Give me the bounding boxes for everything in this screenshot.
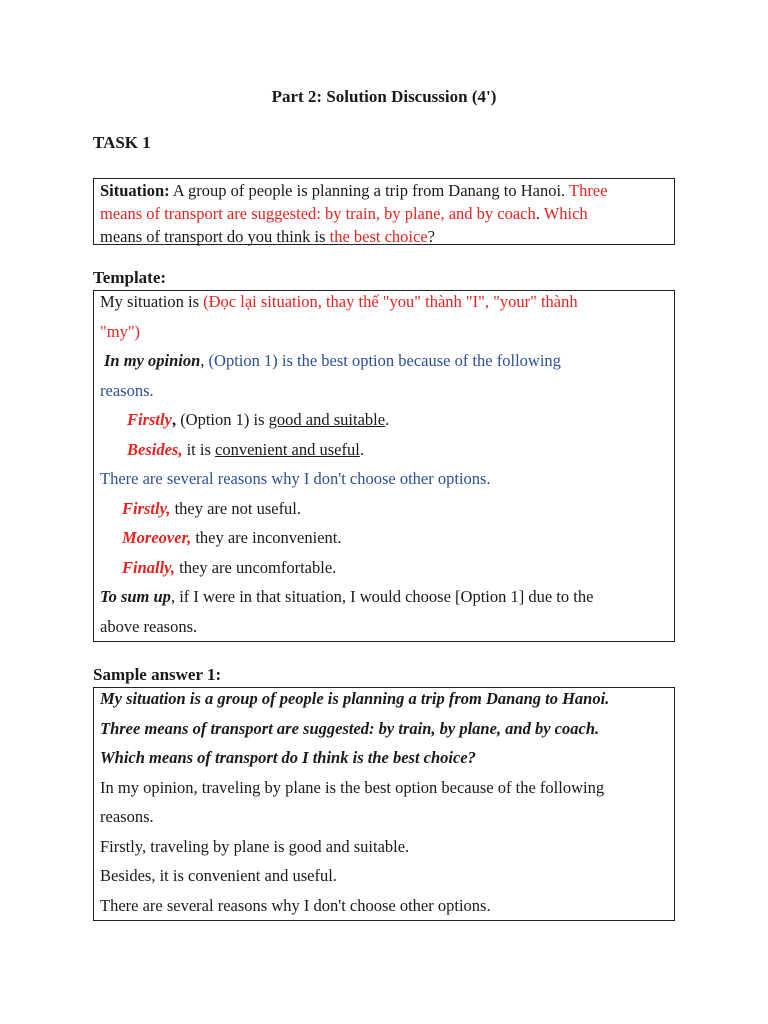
sample-line-7: Besides, it is convenient and useful.: [100, 866, 337, 885]
sample-line-4: In my opinion, traveling by plane is the best option because of the following: [100, 777, 605, 797]
template-text: .: [359, 439, 364, 459]
template-line-9: [100, 527, 668, 557]
template-line-10: [100, 557, 668, 587]
template-phrase: Firstly,: [122, 498, 171, 518]
template-phrase: Finally,: [122, 557, 176, 577]
template-underlined: convenient and useful: [215, 439, 360, 459]
template-text: they are uncomfortable.: [175, 557, 337, 577]
template-line-2: "my"): [100, 321, 141, 341]
situation-text-2: .: [535, 204, 544, 223]
task-heading: TASK 1: [93, 133, 151, 152]
template-line-7: There are several reasons why I don't choose other options.: [100, 469, 491, 488]
template-line-8: [100, 498, 668, 528]
template-phrase: Besides,: [127, 439, 183, 459]
template-text: ,: [200, 351, 209, 370]
template-box: [93, 290, 675, 642]
sample-line-1: My situation is a group of people is planning a trip from Danang to Hanoi.: [100, 689, 610, 708]
sample-answer-box: [93, 687, 675, 921]
situation-label: Situation:: [100, 181, 170, 200]
template-text: they are inconvenient.: [191, 528, 342, 547]
template-instruction: (Đọc lại situation, thay thế "you" thành "I", "your" thành: [203, 292, 578, 311]
sample-line-6: Firstly, traveling by plane is good and suitable.: [100, 836, 410, 856]
template-line-1: [100, 291, 668, 321]
sample-answer-label: Sample answer 1:: [93, 665, 222, 684]
situation-red-4: the best choice: [329, 227, 428, 246]
situation-red-1: Three: [568, 181, 608, 200]
template-text: they are not useful.: [170, 498, 302, 518]
template-line-11: [100, 586, 668, 616]
template-phrase: Moreover,: [122, 528, 192, 547]
situation-line-3: [100, 225, 668, 248]
page-title: Part 2: Solution Discussion (4'): [271, 87, 497, 106]
template-text: , if I were in that situation, I would choose [Option 1] due to the: [170, 587, 594, 606]
situation-line-1: [100, 179, 668, 202]
situation-box: [93, 178, 675, 245]
template-line-5: [100, 409, 668, 439]
template-blue-text: (Option 1) is the best option because of the following: [208, 351, 561, 370]
template-line-12: above reasons.: [100, 616, 198, 636]
situation-red-2: means of transport are suggested: by train, by plane, and by coach: [100, 204, 536, 223]
sample-line-3: Which means of transport do I think is the best choice?: [100, 748, 476, 767]
situation-line-2: [100, 202, 668, 225]
template-phrase: Firstly: [127, 410, 172, 429]
template-label: Template:: [93, 268, 167, 287]
sample-line-5: reasons.: [100, 807, 154, 826]
situation-text-1: A group of people is planning a trip from Danang to Hanoi.: [169, 181, 569, 200]
template-line-3: [100, 350, 668, 380]
situation-text-4: ?: [427, 227, 435, 246]
sample-line-8: There are several reasons why I don't choose other options.: [100, 895, 491, 915]
template-text: (Option 1) is: [176, 410, 269, 429]
template-text: ,: [171, 410, 177, 429]
template-text: .: [385, 410, 390, 429]
situation-text-3: means of transport do you think is: [100, 227, 330, 246]
template-phrase: In my opinion: [104, 351, 201, 370]
template-phrase: To sum up: [100, 587, 171, 606]
situation-red-3: Which: [543, 204, 588, 223]
sample-line-2: Three means of transport are suggested: by train, by plane, and by coach.: [100, 718, 600, 738]
template-line-4: reasons.: [100, 380, 154, 400]
template-line-6: [100, 439, 668, 469]
template-text: My situation is: [100, 292, 204, 311]
template-underlined: good and suitable: [268, 410, 386, 429]
template-text: it is: [182, 439, 216, 459]
